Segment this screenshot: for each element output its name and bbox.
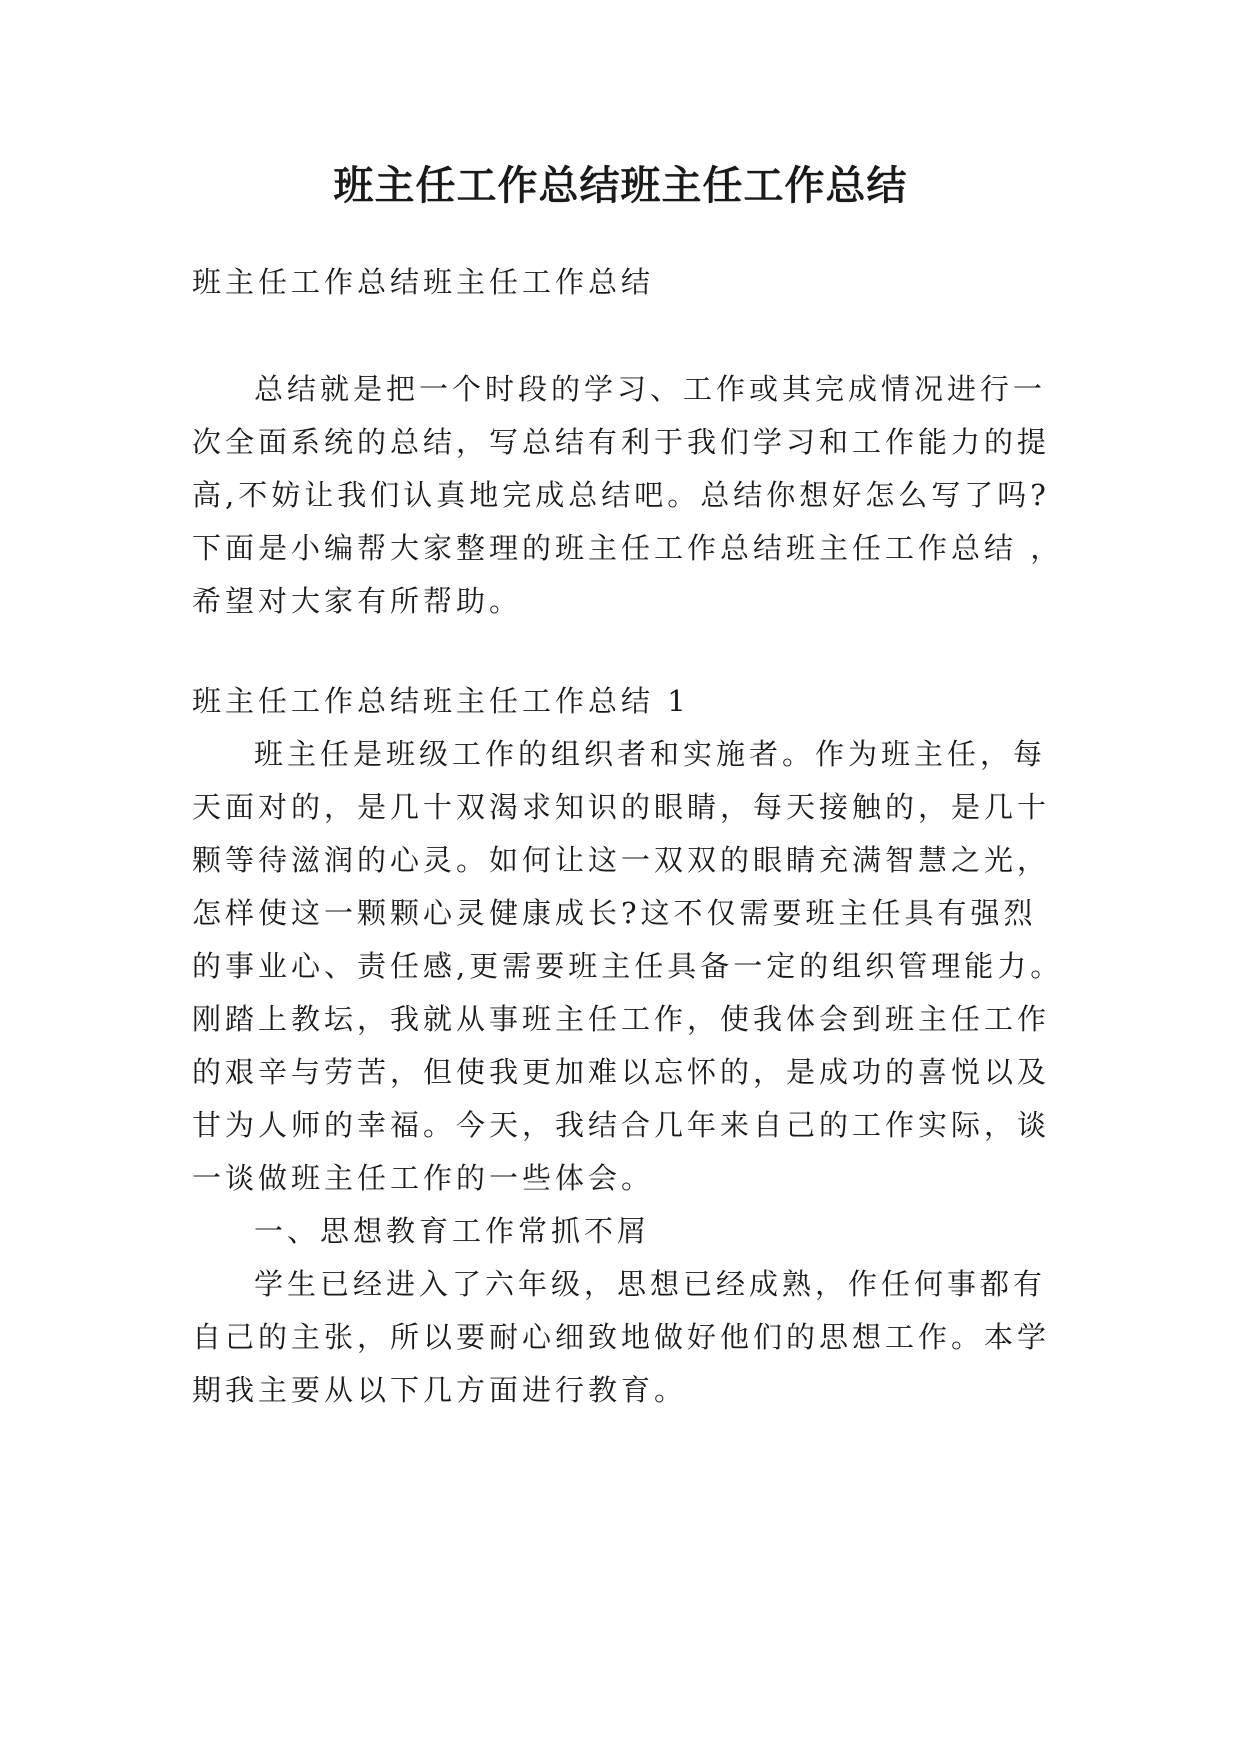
section-heading: 班主任工作总结班主任工作总结 1 (192, 684, 690, 718)
body-line-8: 甘为人师的幸福。今天，我结合几年来自己的工作实际，谈 (192, 1108, 1051, 1142)
body-line-3: 颗等待滋润的心灵。如何让这一双双的眼睛充满智慧之光， (192, 843, 1051, 877)
intro-line-1: 总结就是把一个时段的学习、工作或其完成情况进行一 (254, 372, 1047, 406)
point-line-1: 学生已经进入了六年级，思想已经成熟，作任何事都有 (254, 1267, 1047, 1301)
point-line-2: 自己的主张，所以要耐心细致地做好他们的思想工作。本学 (192, 1320, 1051, 1354)
body-line-2: 天面对的，是几十双渴求知识的眼睛，每天接触的，是几十 (192, 790, 1051, 824)
document-title: 班主任工作总结班主任工作总结 (333, 163, 908, 209)
intro-line-2: 次全面系统的总结，写总结有利于我们学习和工作能力的提 (192, 425, 1051, 459)
point-line-3: 期我主要从以下几方面进行教育。 (192, 1373, 688, 1407)
body-line-6: 刚踏上教坛，我就从事班主任工作，使我体会到班主任工作 (192, 1002, 1051, 1036)
body-line-1: 班主任是班级工作的组织者和实施者。作为班主任，每 (254, 737, 1047, 771)
intro-line-3: 高,不妨让我们认真地完成总结吧。总结你想好怎么写了吗? (192, 478, 1050, 512)
intro-line-5: 希望对大家有所帮助。 (192, 584, 523, 618)
document-subtitle: 班主任工作总结班主任工作总结 (192, 265, 655, 299)
body-line-7: 的艰辛与劳苦，但使我更加难以忘怀的，是成功的喜悦以及 (192, 1055, 1051, 1089)
body-line-5: 的事业心、责任感,更需要班主任具备一定的组织管理能力。 (192, 949, 1064, 983)
body-line-4: 怎样使这一颗颗心灵健康成长?这不仅需要班主任具有强烈 (192, 896, 1037, 930)
intro-line-4: 下面是小编帮大家整理的班主任工作总结班主任工作总结 ， (192, 531, 1064, 565)
point-heading: 一、思想教育工作常抓不屑 (254, 1214, 651, 1248)
body-line-9: 一谈做班主任工作的一些体会。 (192, 1161, 655, 1195)
